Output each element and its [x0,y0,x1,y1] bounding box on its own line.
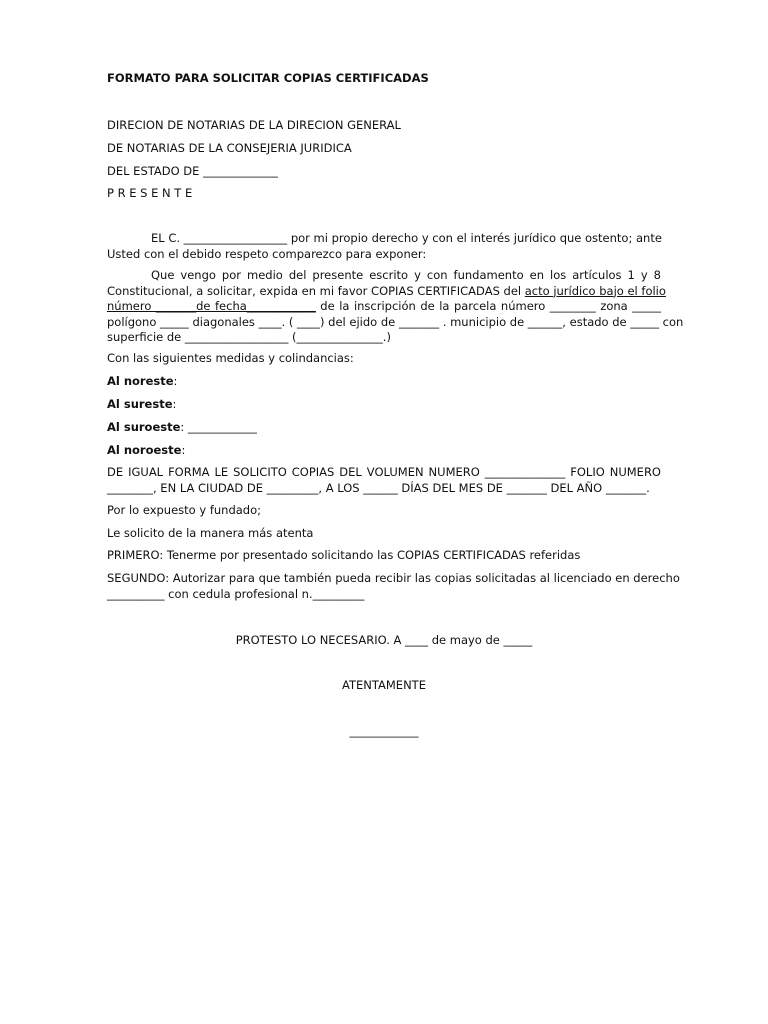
boundary-sureste-value: : [172,397,177,411]
signature-line: ____________ [349,724,419,738]
segundo-row-1: SEGUNDO: Autorizar para que también pueda recibir las copias solicitadas al licenciado en derecho [107,571,680,585]
intro-row-2: Usted con el debido respeto comparezco para exponer: [107,246,427,261]
boundary-suroeste-label: Al suroeste [107,420,181,434]
boundary-noreste [107,374,177,388]
request-row-3 [107,299,661,315]
boundary-noreste-label: Al noreste [107,374,174,388]
volume-paragraph [107,465,661,496]
request-row-2-underlined: acto jurídico bajo el folio [524,283,666,298]
atentamente-line: ATENTAMENTE [342,678,426,692]
boundary-suroeste-value: : ____________ [180,420,257,434]
intro-paragraph [107,231,661,262]
request-row-3-underlined: número _______de fecha____________ [107,299,316,313]
primero-line: PRIMERO: Tenerme por presentado solicitando las COPIAS CERTIFICADAS referidas [107,548,581,562]
request-row-1 [107,268,661,284]
document-title: FORMATO PARA SOLICITAR COPIAS CERTIFICADAS [107,71,429,85]
segundo-row-2: __________ con cedula profesional n._________ [107,586,365,601]
boundary-sureste [107,397,176,411]
volume-row-1: DE IGUAL FORMA LE SOLICITO COPIAS DEL VOLUMEN NUMERO ______________ FOLIO NUMERO [107,465,661,479]
boundary-noroeste [107,443,185,457]
intro-row-1-text: EL C. __________________ por mi propio derecho y con el interés jurídico que ostento; ante [151,231,662,245]
addressee-line-3: DEL ESTADO DE _____________ [107,164,278,178]
boundary-noreste-value: : [173,374,178,388]
boundary-suroeste [107,420,257,434]
intro-row-1 [107,231,661,247]
request-row-1-text: Que vengo por medio del presente escrito y con fundamento en los artículos 1 y 8 [151,268,661,282]
addressee-line-2: DE NOTARIAS DE LA CONSEJERIA JURIDICA [107,141,352,155]
protesto-line: PROTESTO LO NECESARIO. A ____ de mayo de _____ [235,633,533,647]
segundo-paragraph [107,571,680,602]
expuesto-line: Por lo expuesto y fundado; [107,503,262,517]
boundary-sureste-label: Al sureste [107,397,173,411]
boundary-noroeste-label: Al noroeste [107,443,182,457]
request-row-2 [107,283,666,300]
presente-line: P R E S E N T E [107,186,193,200]
measures-intro: Con las siguientes medidas y colindancias: [107,351,354,365]
request-row-5: superficie de __________________ (_______________.) [107,330,391,344]
volume-row-2: ________, EN LA CIUDAD DE _________, A LOS ______ DÍAS DEL MES DE _______ DEL AÑO _______. [107,480,650,495]
request-row-4: polígono _____ diagonales ____. ( ____) del ejido de _______ . municipio de ______, estado de _____ con [107,314,684,329]
boundary-noroeste-value: : [181,443,186,457]
request-row-3-text: de la inscripción de la parcela número ________ zona _____ [315,299,661,313]
request-paragraph [107,268,684,346]
addressee-line-1: DIRECION DE NOTARIAS DE LA DIRECION GENERAL [107,118,401,132]
request-row-2-text: Constitucional, a solicitar, expida en mi favor COPIAS CERTIFICADAS del [107,283,525,298]
atenta-line: Le solicito de la manera más atenta [107,526,314,540]
